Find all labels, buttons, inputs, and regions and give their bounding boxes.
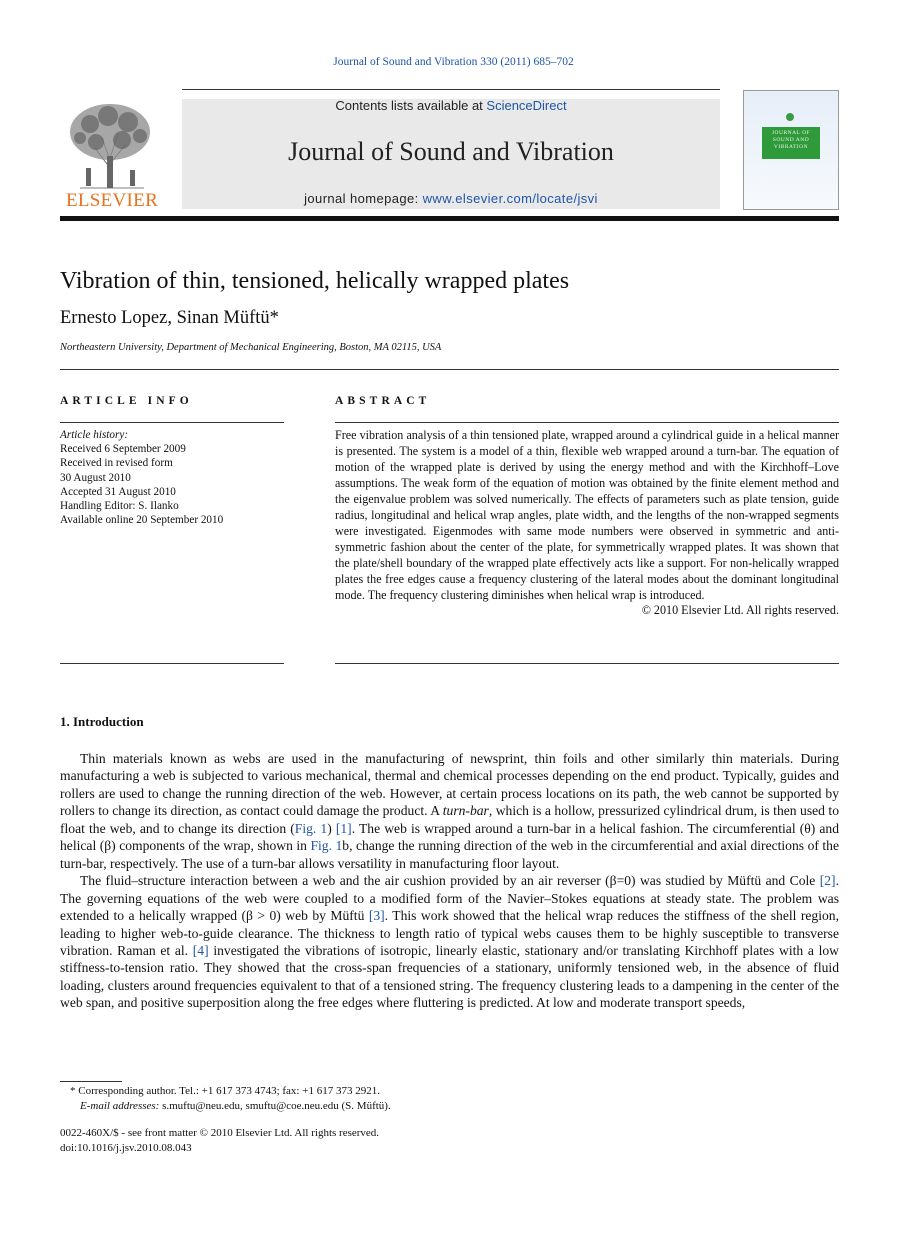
contents-line <box>182 98 720 113</box>
corresponding-author-mark[interactable]: * <box>269 308 279 328</box>
cover-title: JOURNAL OF SOUND AND VIBRATION <box>771 130 811 150</box>
text-run: The fluid–structure interaction between a web and the air cushion provided by an air reverser (β=0) was studied by Müftü and Cole <box>80 873 820 889</box>
history-line: Received in revised form <box>60 457 173 470</box>
journal-title: Journal of Sound and Vibration <box>288 137 614 166</box>
publisher-name: ELSEVIER <box>65 190 159 211</box>
history-line: Received 6 September 2009 <box>60 443 186 456</box>
author-affiliation: Northeastern University, Department of Mechanical Engineering, Boston, MA 02115, USA <box>60 342 442 353</box>
article-info-bottom-rule <box>60 663 284 664</box>
homepage-prefix: journal homepage: <box>304 191 423 206</box>
article-info-rule <box>60 422 284 423</box>
history-line: Available online 20 September 2010 <box>60 514 224 527</box>
front-matter <box>60 1126 379 1156</box>
article-authors <box>60 308 279 329</box>
email-footnote <box>60 1099 839 1114</box>
email-label: E-mail addresses: <box>80 1100 160 1112</box>
history-label: Article history: <box>60 429 129 441</box>
abstract-copyright: © 2010 Elsevier Ltd. All rights reserved. <box>641 603 839 618</box>
sciencedirect-link[interactable]: ScienceDirect <box>486 98 567 113</box>
cover-emblem-icon <box>786 113 794 121</box>
author-names: Ernesto Lopez, Sinan Müftü <box>60 308 270 328</box>
text-run: ) <box>327 820 336 836</box>
header-thick-rule <box>60 216 839 221</box>
text-run: , which is a hollow, pressurized cylindrical drum, is then used to float the web, and to change its direction ( <box>60 803 839 836</box>
reference-link[interactable]: [1] <box>335 820 352 836</box>
article-info-heading: ARTICLE INFO <box>60 395 193 407</box>
journal-citation[interactable]: Journal of Sound and Vibration 330 (2011) 685–702 <box>333 56 574 68</box>
history-line: 30 August 2010 <box>60 471 131 484</box>
introduction-body <box>60 750 839 1012</box>
figure-link[interactable]: Fig. 1 <box>294 820 328 836</box>
text-run: . The governing equations of the web were coupled to a modified form of the Navier–Stokes equations at steady state. The problem was extended to a helically wrapped (β > 0) web by Müftü <box>60 873 839 924</box>
reference-link[interactable]: [4] <box>192 942 209 958</box>
title-rule <box>60 369 839 370</box>
history-line: Accepted 31 August 2010 <box>60 485 176 498</box>
text-run: . This work showed that the helical wrap reduces the stiffness of the shell region, leading to higher web-to-guide clearance. The thickness to length ratio of typical webs causes them to be highly susceptible to transverse vibration. Raman et al. <box>60 908 839 958</box>
intro-paragraph-1 <box>60 750 839 872</box>
issn-line: 0022-460X/$ - see front matter © 2010 Elsevier Ltd. All rights reserved. <box>60 1127 380 1139</box>
header-rule <box>182 89 720 90</box>
text-run: . The web is wrapped around a turn-bar in a helical fashion. The circumferential (θ) and helical (β) components of the wrap, shown in <box>60 820 839 854</box>
article-history <box>60 428 284 527</box>
footnote-rule <box>60 1081 122 1082</box>
abstract-text: Free vibration analysis of a thin tensioned plate, wrapped around a cylindrical guide in a helical manner is presented. The system is a model of a thin, flexible web wrapped around a turn-bar. The equation of motion of the wrapped plate is derived by using the energy method and with the Kirchhoff–Love assumptions. The weak form of the equation of motion was obtained by the finite element method and the eigenvalue problem was solved numerically. The effects of parameters such as plate tension, guide radius, longitudinal and helical wrap angles, plate width, and the lengths of the non-wrapped segments were investigated. Eigenmodes with same mode numbers were observed in symmetric and anti-symmetric fashion about the center of the plate, for symmetrically wrapped plates. It was shown that the plate/shell boundary of the wrapped plate effectively acts like a support. For non-helically wrapped plates the free edges cause a frequency clustering of the lateral modes about the dominant longitudinal mode. The frequency clustering diminishes when helical wrap is introduced. <box>335 428 839 602</box>
email-addresses[interactable]: s.muftu@neu.edu, smuftu@coe.neu.edu (S. Müftü). <box>159 1100 391 1112</box>
text-run: Thin materials known as webs are used in the manufacturing of newsprint, thin foils and other similarly thin materials. During manufacturing a web is subjected to various mechanical, thermal and chemical processes depending on the end product. Typically, guides and rollers are used to change the running direction of the web. However, at certain process locations on its path, the web cannot be supported by rollers to change its direction, as contact could damage the product. A <box>60 751 839 819</box>
cover-title-block <box>762 127 820 159</box>
abstract-rule <box>335 422 839 423</box>
introduction-heading: 1. Introduction <box>60 714 144 729</box>
doi-line[interactable]: doi:10.1016/j.jsv.2010.08.043 <box>60 1142 192 1154</box>
text-run: b, change the running direction of the web in the circumferential and axial directions of the turn-bar, respectively. The use of a turn-bar allows versatility in manufacturing floor layout. <box>60 838 839 871</box>
article-title: Vibration of thin, tensioned, helically wrapped plates <box>60 268 570 294</box>
journal-cover-thumbnail <box>743 90 839 210</box>
term-turn-bar: turn-bar <box>442 803 489 819</box>
figure-link[interactable]: Fig. 1 <box>310 838 343 854</box>
reference-link[interactable]: [2] <box>819 873 836 889</box>
contents-prefix: Contents lists available at <box>335 98 487 113</box>
abstract-heading: ABSTRACT <box>335 395 431 407</box>
intro-paragraph-2 <box>60 872 839 1012</box>
abstract-body <box>335 428 839 619</box>
reference-link[interactable]: [3] <box>368 908 385 924</box>
corresponding-footnote: * Corresponding author. Tel.: +1 617 373 4743; fax: +1 617 373 2921. <box>70 1085 380 1097</box>
abstract-bottom-rule <box>335 663 839 664</box>
text-run: investigated the vibrations of isotropic, linearly elastic, stationary and/or translating Kirchhoff plates with a low stiffness-to-tension ratio. They showed that the cross-span frequencies of a stationary, uniformly tensioned web, in the absence of fluid loading, clusters around frequencies equivalent to that of a tensioned string. The frequency clustering leads to a dampening in the center of the web span, and positive superposition along the free edges where fluttering is predicted. At low and moderate transport speeds, <box>60 942 839 1011</box>
homepage-link[interactable]: www.elsevier.com/locate/jsvi <box>422 191 598 206</box>
journal-homepage <box>182 191 720 206</box>
history-line: Handling Editor: S. Ilanko <box>60 500 179 513</box>
footnote <box>60 1084 839 1114</box>
